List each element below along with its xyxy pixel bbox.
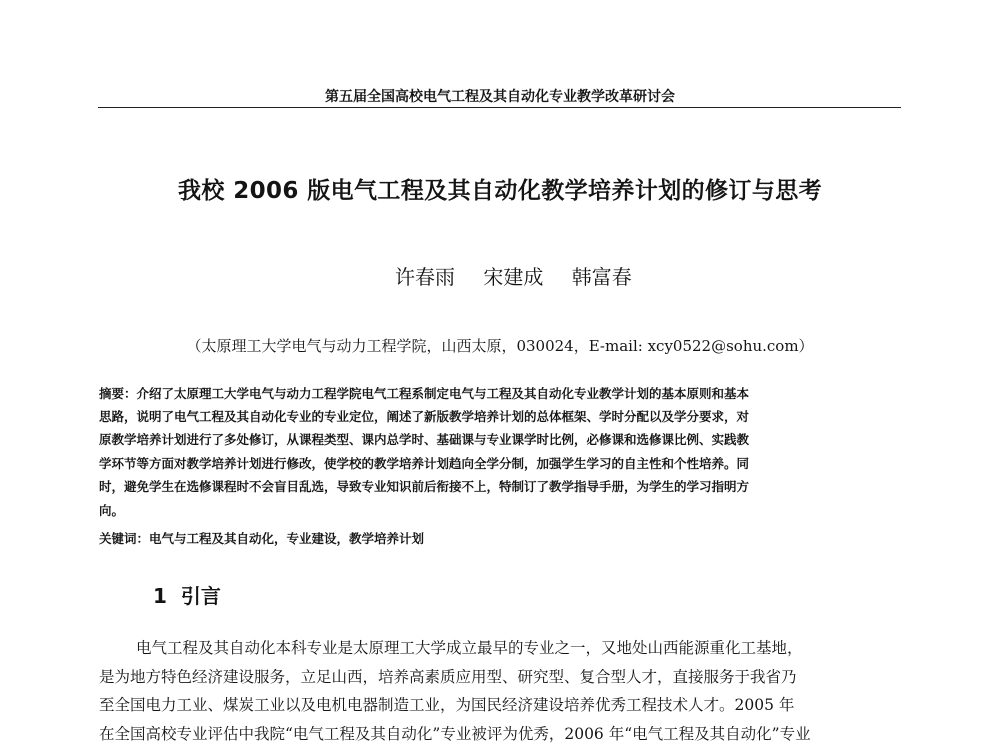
author-list [395,261,654,290]
section-title: 引言 [180,584,221,608]
body-line: 至全国电力工业、煤炭工业以及电机电器制造工业，为国民经济建设培养优秀工程技术人才。2005 年 [99,696,795,714]
keywords-label: 关键词： [99,531,150,546]
abstract-line: 向。 [99,503,125,518]
body-line: 在全国高校专业评估中我院“电气工程及其自动化”专业被评为优秀，2006 年“电气工程及其自动化”专业 [99,725,811,743]
abstract-line: 学环节等方面对教学培养计划进行修改，使学校的教学培养计划趋向全学分制，加强学生学习的自主性和个性培养。同 [99,456,750,471]
abstract-line: 原教学培养计划进行了多处修订，从课程类型、课内总学时、基础课与专业课学时比例，必修课和选修课比例、实践教 [99,432,750,447]
keywords-text: 电气与工程及其自动化，专业建设，教学培养计划 [149,531,425,546]
author-name: 韩富春 [571,265,632,289]
author-name: 许春雨 [395,265,455,289]
running-header: 第五届全国高校电气工程及其自动化专业教学改革研讨会 [325,89,675,105]
header-rule [98,107,901,108]
author-name: 宋建成 [483,265,544,289]
body-line: 电气工程及其自动化本科专业是太原理工大学成立最早的专业之一，又地处山西能源重化工基地， [136,639,803,657]
body-line: 是为地方特色经济建设服务，立足山西，培养高素质应用型、研究型、复合型人才，直接服务于我省乃 [99,668,797,686]
section-heading [153,580,221,609]
paper-title: 我校 2006 版电气工程及其自动化教学培养计划的修订与思考 [177,178,823,204]
abstract-line: 思路，说明了电气工程及其自动化专业的专业定位，阐述了新版教学培养计划的总体框架、学时分配以及学分要求，对 [99,409,750,424]
abstract-line: 时，避免学生在选修课程时不会盲目乱选，导致专业知识前后衔接不上，特制订了教学指导手册，为学生的学习指明方 [99,479,750,494]
abstract-text: 介绍了太原理工大学电气与动力工程学院电气工程系制定电气与工程及其自动化专业教学计划的基本原则和基本 [136,386,750,401]
keywords-line [99,529,424,547]
abstract-label: 摘要： [99,386,137,401]
abstract-line [99,384,899,404]
affiliation: （太原理工大学电气与动力工程学院，山西太原，030024，E-mail: xcy0522@sohu.com） [186,337,814,355]
section-number: 1 [153,584,167,608]
